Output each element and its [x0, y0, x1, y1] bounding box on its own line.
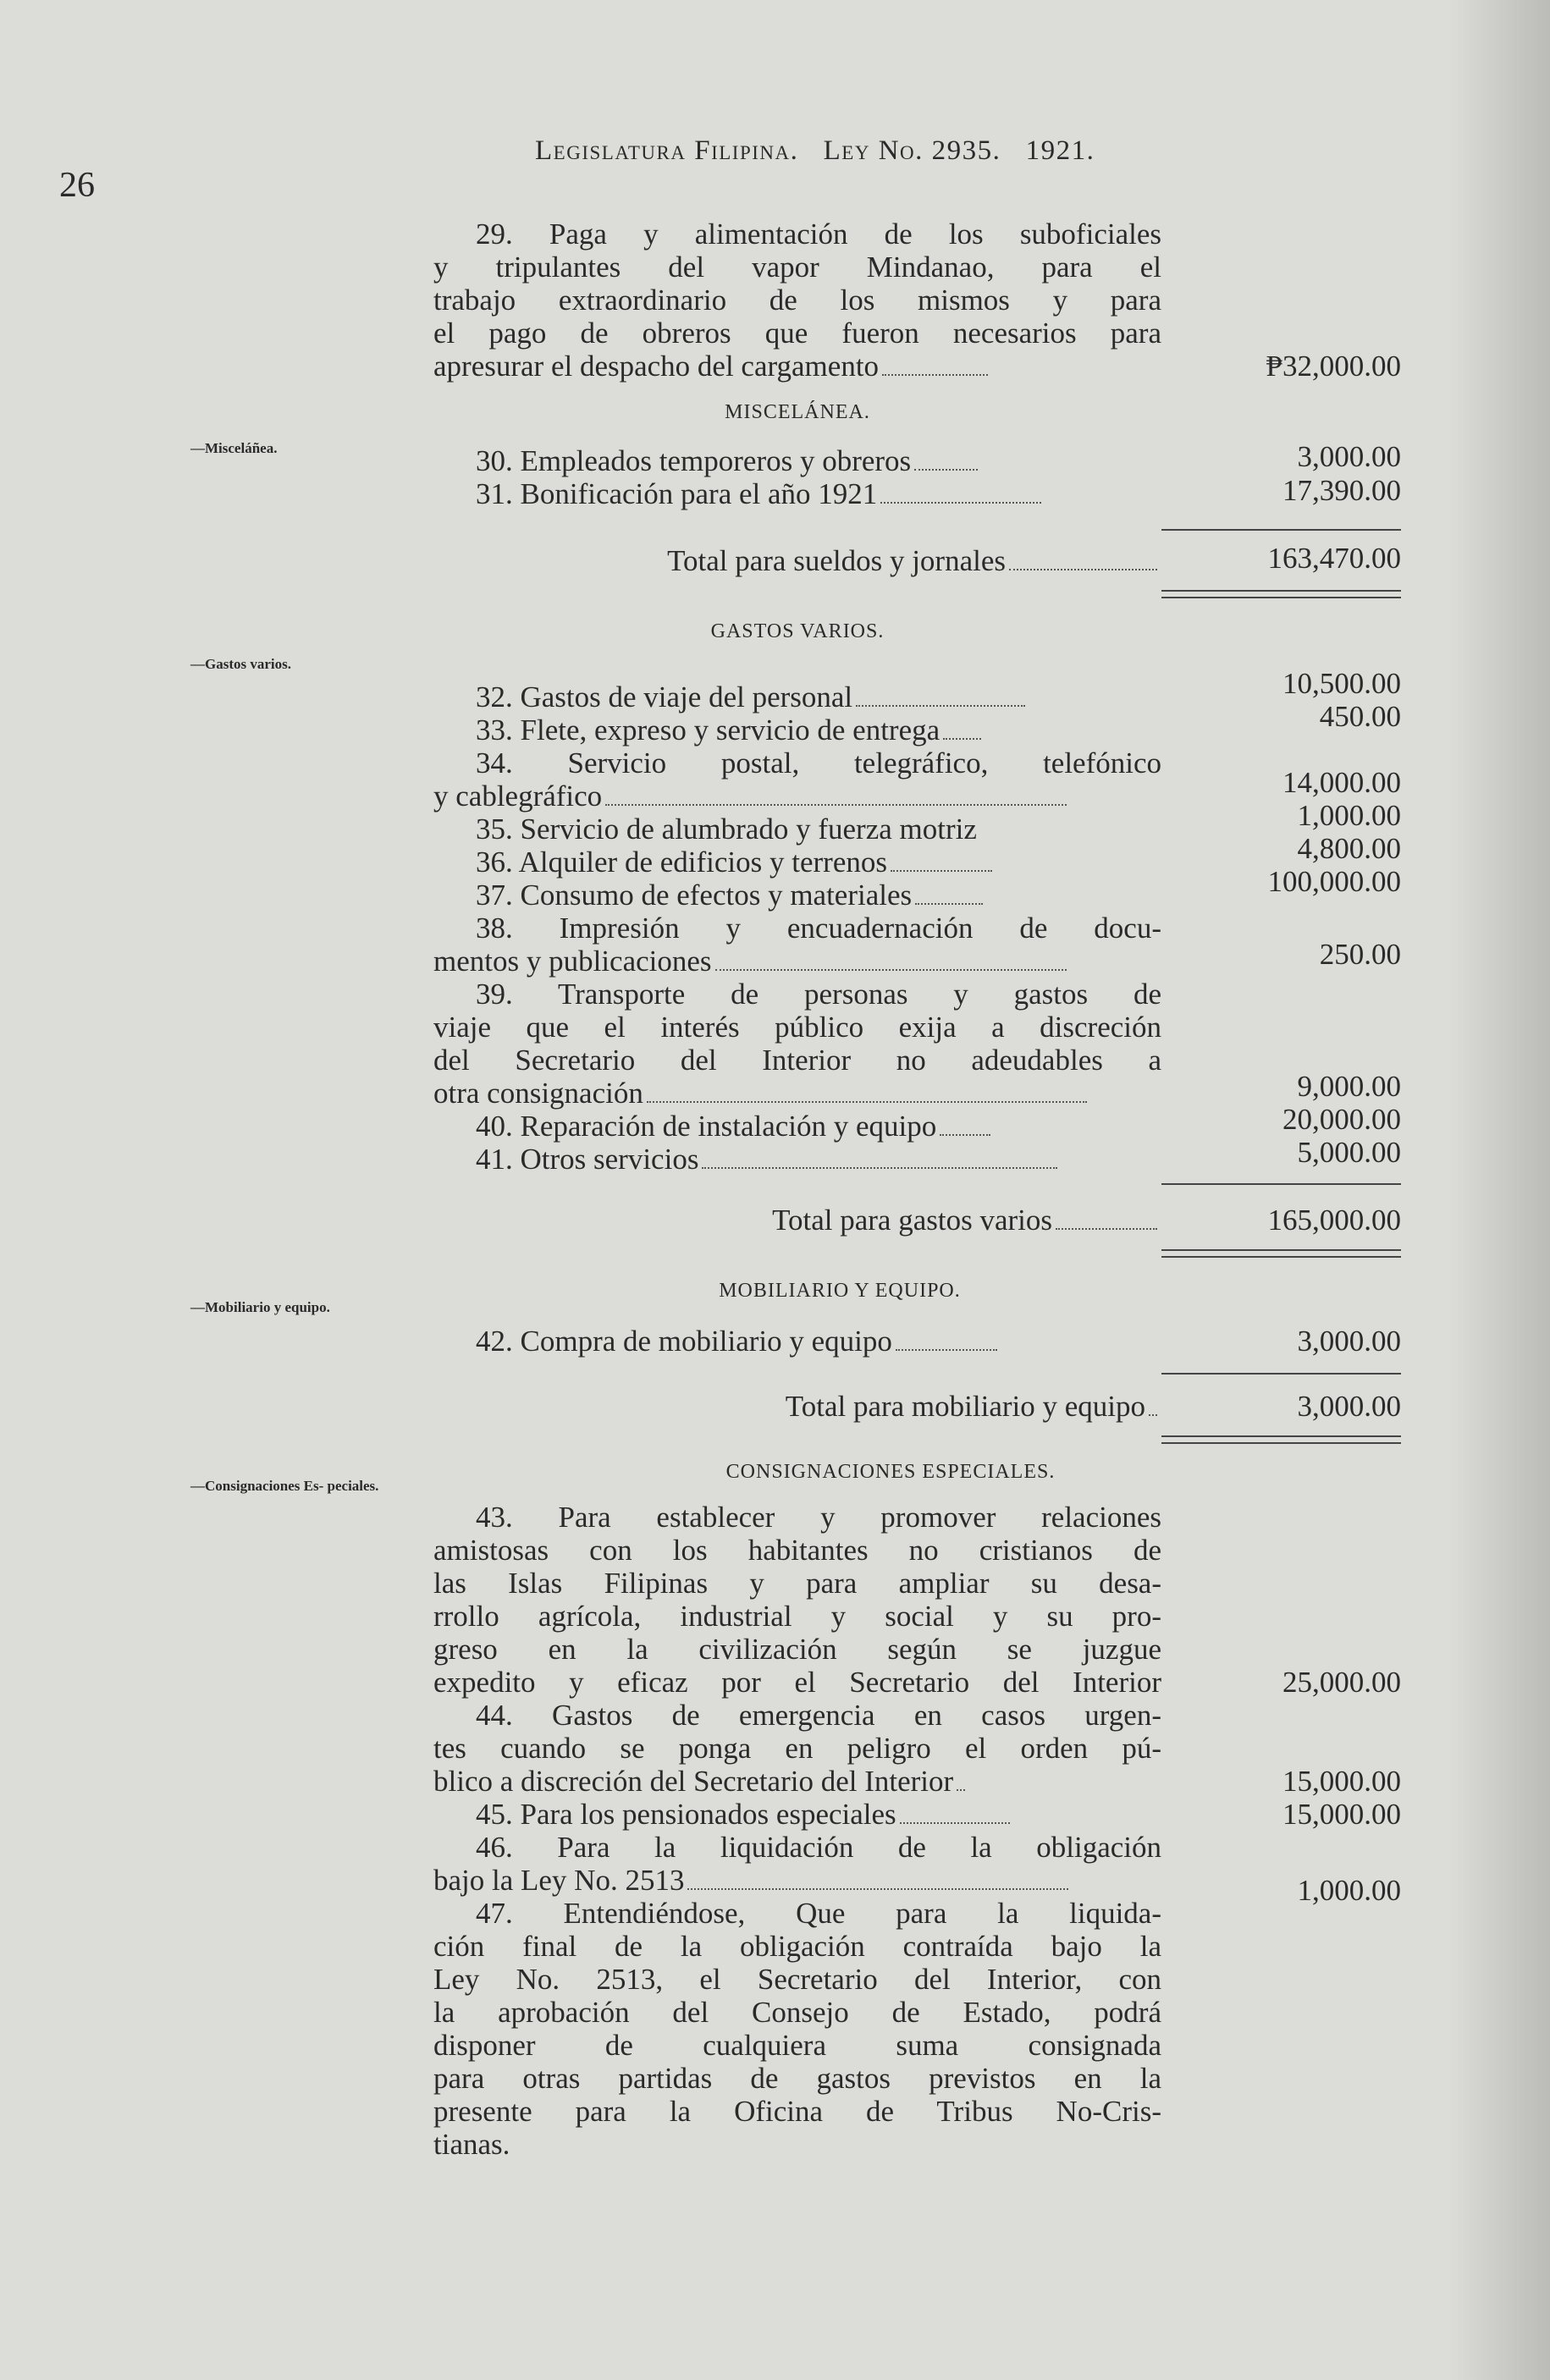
running-head-legislatura: Legislatura Filipina.: [535, 135, 799, 166]
item-34-text: y cablegráfico: [433, 780, 603, 813]
item-47-line-2: ción final de la obligación contraída bajo la: [433, 1930, 1161, 1963]
item-35-text: 35. Servicio de alumbrado y fuerza motriz: [476, 813, 977, 846]
item-43-amount: 25,000.00: [1282, 1666, 1401, 1699]
item-47-line-1: 47. Entendiéndose, Que para la liquida-: [476, 1897, 1161, 1930]
scan-shadow: [1448, 0, 1550, 2380]
item-39-line-3: del Secretario del Interior no adeudables a: [433, 1044, 1161, 1077]
item-47-line-4: la aprobación del Consejo de Estado, podrá: [433, 1996, 1161, 2029]
section-consignaciones: CONSIGNACIONES ESPECIALES.: [725, 1461, 1056, 1483]
item-38-text: mentos y publicaciones: [433, 945, 712, 978]
item-30-amount: 3,000.00: [1297, 440, 1401, 473]
item-41-amount: 5,000.00: [1297, 1136, 1401, 1169]
gastos-items: [433, 680, 1161, 1176]
item-40: [433, 1110, 1161, 1143]
item-43: [433, 1501, 1161, 1699]
item-31-line: [433, 477, 1161, 510]
item-47-line-3: Ley No. 2513, el Secretario del Interior, con: [433, 1963, 1161, 1996]
item-31-text: 31. Bonificación para el año 1921: [476, 477, 878, 510]
item-44-line-3-text: blico a discreción del Secretario del Interior: [433, 1765, 954, 1798]
item-47-line-5: disponer de cualquiera suma consignada: [433, 2029, 1161, 2062]
item-44-line-2: tes cuando se ponga en peligro el orden pú-: [433, 1732, 1161, 1765]
item-39-amount: 9,000.00: [1297, 1070, 1401, 1103]
item-47: [433, 1897, 1161, 2161]
item-43-line-3: las Islas Filipinas y para ampliar su desa-: [433, 1567, 1161, 1600]
item-43-line-1: 43. Para establecer y promover relaciones: [476, 1501, 1161, 1534]
item-46: [433, 1831, 1161, 1897]
item-29-amount: ₱32,000.00: [1266, 350, 1401, 383]
item-40-amount: 20,000.00: [1282, 1103, 1401, 1136]
item-29-line-1: 29. Paga y alimentación de los suboficiales: [476, 218, 1161, 251]
item-46-line-2-text: bajo la Ley No. 2513: [433, 1864, 685, 1897]
total-sueldos-amount: 163,470.00: [1267, 542, 1401, 575]
item-42: [433, 1325, 1161, 1358]
item-30: [433, 444, 1161, 477]
item-43-line-2: amistosas con los habitantes no cristianos de: [433, 1534, 1161, 1567]
rule-mobiliario: [1161, 1373, 1401, 1375]
rule-sueldos: [1161, 529, 1401, 531]
item-44-line-1: 44. Gastos de emergencia en casos urgen-: [476, 1699, 1161, 1732]
item-35: [433, 813, 1161, 846]
item-34-line-1: 34. Servicio postal, telegráfico, telefónico: [476, 747, 1161, 780]
item-29: [433, 218, 1161, 383]
item-42-amount: 3,000.00: [1297, 1325, 1401, 1358]
item-29-line-3: trabajo extraordinario de los mismos y para: [433, 284, 1161, 317]
item-45-amount: 15,000.00: [1282, 1798, 1401, 1831]
item-45-line: [433, 1798, 1161, 1831]
item-29-line-2: y tripulantes del vapor Mindanao, para el: [433, 251, 1161, 284]
margin-note-miscelanea: —Misceláñea.: [190, 440, 278, 456]
item-36-amount: 4,800.00: [1297, 832, 1401, 865]
item-33-text: 33. Flete, expreso y servicio de entrega: [476, 713, 940, 747]
margin-note-gastos-varios: —Gastos varios.: [190, 656, 291, 672]
item-44-line-3: [433, 1765, 1161, 1798]
item-45-text: 45. Para los pensionados especiales: [476, 1798, 896, 1831]
section-gastos-varios: GASTOS VARIOS.: [710, 620, 885, 642]
total-sueldos: [433, 544, 1157, 577]
item-32: [433, 680, 1161, 713]
item-33-amount: 450.00: [1319, 700, 1401, 733]
item-31-amount: 17,390.00: [1282, 474, 1401, 507]
item-43-line-6: expedito y eficaz por el Secretario del Interior: [433, 1666, 1161, 1699]
item-39-line-2: viaje que el interés público exija a discreción: [433, 1011, 1161, 1044]
item-38-amount: 250.00: [1319, 938, 1401, 971]
section-miscelanea: MISCELÁNEA.: [725, 401, 870, 423]
item-45: [433, 1798, 1161, 1831]
item-30-line: [433, 444, 1161, 477]
item-40-text: 40. Reparación de instalación y equipo: [476, 1110, 937, 1143]
double-rule-gastos: [1161, 1249, 1401, 1258]
item-43-line-4: rrollo agrícola, industrial y social y su pro-: [433, 1600, 1161, 1633]
total-gastos-amount: 165,000.00: [1267, 1204, 1401, 1237]
item-44-amount: 15,000.00: [1282, 1765, 1401, 1798]
rule-gastos: [1161, 1183, 1401, 1185]
item-37-amount: 100,000.00: [1267, 865, 1401, 898]
item-46-line-1: 46. Para la liquidación de la obligación: [476, 1831, 1161, 1864]
double-rule-mobiliario: [1161, 1435, 1401, 1444]
item-34-line-2: [433, 780, 1161, 813]
item-30-text: 30. Empleados temporeros y obreros: [476, 444, 912, 477]
item-42-line: [433, 1325, 1161, 1358]
margin-note-mobiliario: —Mobiliario y equipo.: [190, 1299, 330, 1315]
total-mobiliario-amount: 3,000.00: [1297, 1390, 1401, 1423]
item-38-line-1: 38. Impresión y encuadernación de docu-: [476, 912, 1161, 945]
total-mobiliario-label: Total para mobiliario y equipo: [785, 1390, 1145, 1423]
item-39-text: otra consignación: [433, 1077, 643, 1110]
item-38-line-2: [433, 945, 1161, 978]
item-42-text: 42. Compra de mobiliario y equipo: [476, 1325, 892, 1358]
running-head: [535, 135, 1095, 167]
item-29-line-4: el pago de obreros que fueron necesarios para: [433, 317, 1161, 350]
margin-note-consignaciones: —Consignaciones Es- peciales.: [190, 1478, 379, 1494]
item-44: [433, 1699, 1161, 1798]
total-gastos: [433, 1204, 1157, 1237]
item-46-amount: 1,000.00: [1297, 1874, 1401, 1907]
item-29-line-5-text: apresurar el despacho del cargamento: [433, 350, 880, 383]
total-mobiliario: [433, 1390, 1157, 1423]
item-29-line-5: [433, 350, 1161, 383]
total-sueldos-label: Total para sueldos y jornales: [667, 544, 1006, 577]
item-43-line-5: greso en la civilización según se juzgue: [433, 1633, 1161, 1666]
item-33: [433, 713, 1161, 747]
item-47-line-6: para otras partidas de gastos previstos en la: [433, 2062, 1161, 2095]
item-47-line-8: tianas.: [433, 2128, 510, 2161]
item-39-line-4: [433, 1077, 1161, 1110]
item-39-line-1: 39. Transporte de personas y gastos de: [476, 978, 1161, 1011]
page-number: 26: [59, 166, 95, 205]
item-36: [433, 846, 1161, 879]
running-head-ley: Ley No. 2935.: [823, 135, 1001, 166]
item-34-amount: 14,000.00: [1282, 766, 1401, 799]
item-47-line-7: presente para la Oficina de Tribus No-Cris-: [433, 2095, 1161, 2128]
running-head-year: 1921.: [1025, 135, 1095, 166]
item-32-text: 32. Gastos de viaje del personal: [476, 680, 853, 713]
item-31: [433, 477, 1161, 510]
item-32-amount: 10,500.00: [1282, 667, 1401, 700]
item-37-text: 37. Consumo de efectos y materiales: [476, 879, 913, 912]
item-37: [433, 879, 1161, 912]
item-41-text: 41. Otros servicios: [476, 1143, 699, 1176]
item-36-text: 36. Alquiler de edificios y terrenos: [476, 846, 887, 879]
total-gastos-label: Total para gastos varios: [772, 1204, 1052, 1237]
item-41: [433, 1143, 1161, 1176]
section-mobiliario: MOBILIARIO Y EQUIPO.: [719, 1280, 961, 1302]
item-46-line-2: [433, 1864, 1161, 1897]
double-rule-sueldos: [1161, 590, 1401, 598]
item-35-amount: 1,000.00: [1297, 799, 1401, 832]
